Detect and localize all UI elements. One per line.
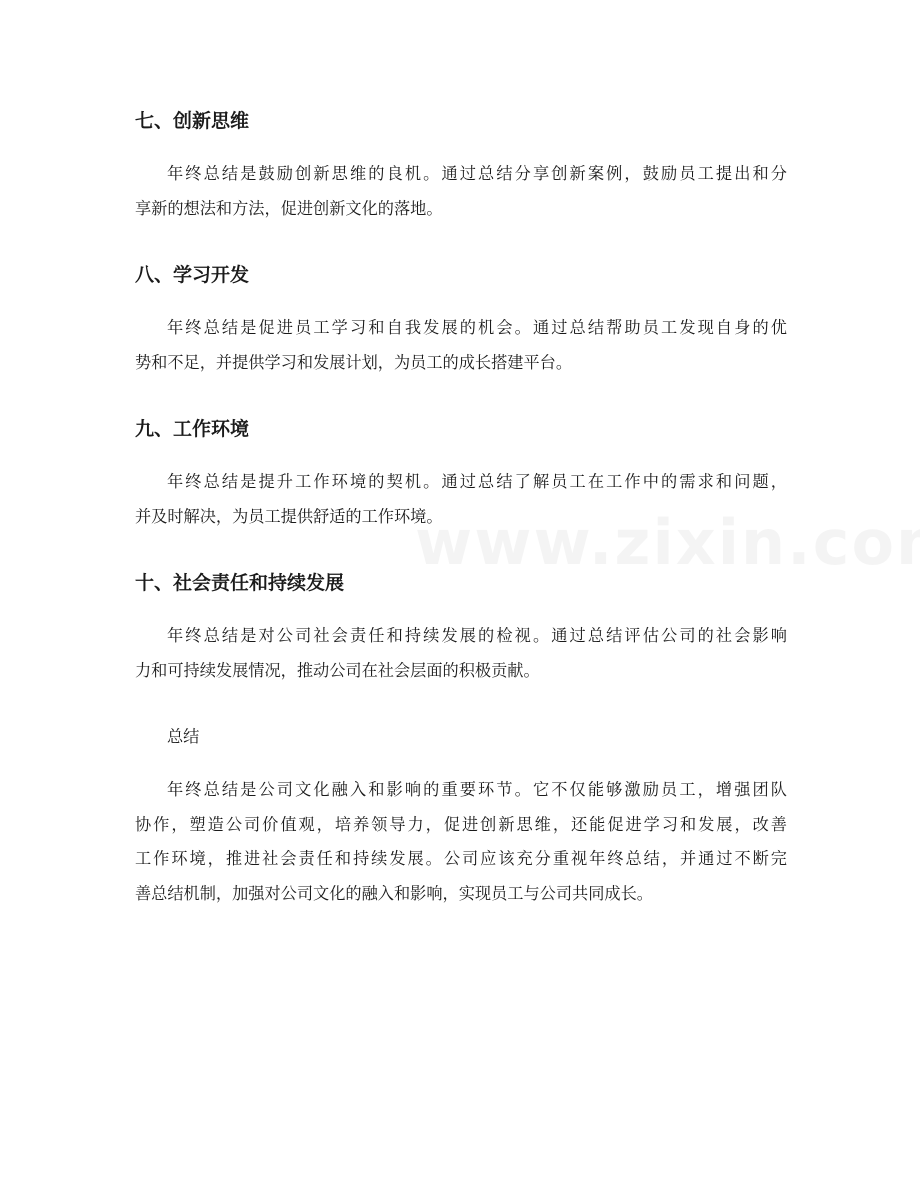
paragraph-line: 年终总结是促进员工学习和自我发展的机会。通过总结帮助员工发现自身的优 (167, 318, 787, 337)
paragraph-line: 享新的想法和方法，促进创新文化的落地。 (135, 198, 443, 218)
paragraph-line: 并及时解决，为员工提供舒适的工作环境。 (135, 506, 443, 526)
section-paragraph-environment (135, 465, 787, 534)
section-heading-learning: 八、学习开发 (135, 264, 250, 286)
summary-label: 总结 (167, 727, 200, 746)
paragraph-line: 势和不足，并提供学习和发展计划，为员工的成长搭建平台。 (135, 352, 573, 372)
section-heading-environment: 九、工作环境 (135, 418, 250, 440)
section-paragraph-responsibility (135, 619, 787, 688)
paragraph-line: 年终总结是提升工作环境的契机。通过总结了解员工在工作中的需求和问题， (167, 472, 787, 491)
section-paragraph-innovation (135, 157, 787, 226)
paragraph-line: 善总结机制，加强对公司文化的融入和影响，实现员工与公司共同成长。 (135, 883, 653, 903)
summary-paragraph (135, 773, 787, 911)
paragraph-line: 力和可持续发展情况，推动公司在社会层面的积极贡献。 (135, 660, 540, 680)
paragraph-line: 工作环境，推进社会责任和持续发展。公司应该充分重视年终总结，并通过不断完 (135, 849, 787, 868)
section-heading-innovation: 七、创新思维 (135, 110, 250, 132)
paragraph-line: 年终总结是鼓励创新思维的良机。通过总结分享创新案例，鼓励员工提出和分 (167, 164, 787, 183)
section-paragraph-learning (135, 311, 787, 380)
section-heading-responsibility: 十、社会责任和持续发展 (135, 572, 345, 594)
paragraph-line: 年终总结是对公司社会责任和持续发展的检视。通过总结评估公司的社会影响 (167, 626, 787, 645)
paragraph-line: 协作，塑造公司价值观，培养领导力，促进创新思维，还能促进学习和发展，改善 (135, 814, 787, 834)
document-body (135, 104, 787, 911)
paragraph-line: 年终总结是公司文化融入和影响的重要环节。它不仅能够激励员工，增强团队 (167, 780, 787, 799)
